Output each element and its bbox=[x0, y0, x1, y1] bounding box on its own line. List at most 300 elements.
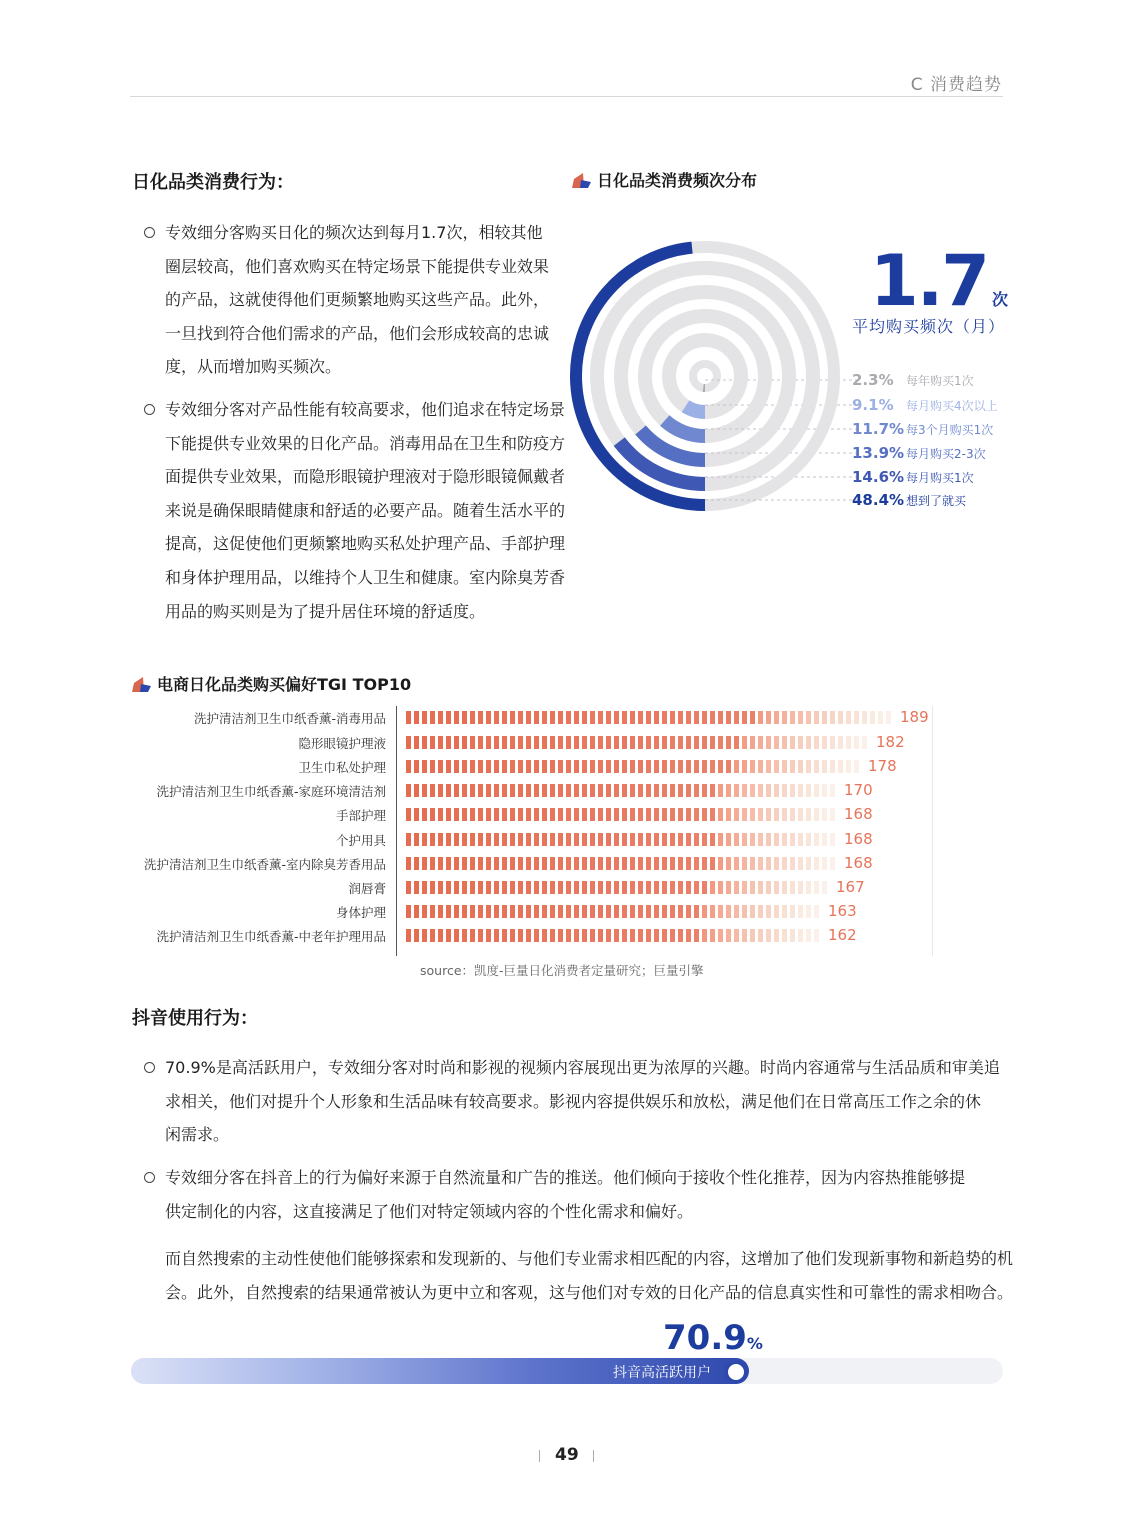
tgi-bar-segment bbox=[798, 929, 803, 942]
tgi-bar-segment bbox=[686, 881, 691, 894]
tgi-bar-segment bbox=[782, 711, 787, 724]
tgi-bar-segment bbox=[566, 881, 571, 894]
tgi-bar-segment bbox=[862, 736, 867, 749]
tgi-bar-segment bbox=[526, 711, 531, 724]
tgi-bar-segment bbox=[662, 784, 667, 797]
tgi-bar-segment bbox=[822, 808, 827, 821]
tgi-bar-segment bbox=[710, 736, 715, 749]
tgi-bar-label: 个护用具 bbox=[335, 833, 386, 848]
tgi-bar-segment bbox=[670, 905, 675, 918]
tgi-bar-segment bbox=[822, 784, 827, 797]
tgi-bar-segment bbox=[726, 760, 731, 773]
tgi-bar-segment bbox=[550, 929, 555, 942]
chart-logo-icon bbox=[572, 173, 591, 188]
tgi-bar-segment bbox=[630, 808, 635, 821]
tgi-bar-segment bbox=[598, 784, 603, 797]
tgi-bar-segment bbox=[582, 929, 587, 942]
tgi-bar-segment bbox=[486, 784, 491, 797]
tgi-bar-segment bbox=[542, 808, 547, 821]
tgi-bar-segment bbox=[710, 905, 715, 918]
tgi-bar-segment bbox=[774, 905, 779, 918]
tgi-bar-segment bbox=[430, 711, 435, 724]
tgi-bar-segment bbox=[534, 857, 539, 870]
progress-label: 抖音高活跃用户 bbox=[613, 1365, 711, 1381]
tgi-bar-segment bbox=[814, 833, 819, 846]
tgi-bar-segment bbox=[590, 857, 595, 870]
tgi-bar-segment bbox=[430, 929, 435, 942]
tgi-bar-segment bbox=[614, 736, 619, 749]
tgi-bar-segment bbox=[654, 929, 659, 942]
tgi-bar-segment bbox=[766, 881, 771, 894]
tgi-bar-segment bbox=[622, 736, 627, 749]
tgi-bar-segment bbox=[694, 857, 699, 870]
tgi-bar-segment bbox=[670, 760, 675, 773]
tgi-bar-segment bbox=[742, 808, 747, 821]
tgi-bar-segment bbox=[446, 857, 451, 870]
tgi-bar-segment bbox=[702, 881, 707, 894]
tgi-bar-segment bbox=[734, 857, 739, 870]
tgi-bar-segment bbox=[526, 784, 531, 797]
tgi-bar-segment bbox=[494, 833, 499, 846]
tgi-bar-segment bbox=[806, 736, 811, 749]
tgi-bar-segment bbox=[870, 711, 875, 724]
tgi-bar-segment bbox=[550, 808, 555, 821]
tgi-bar-segment bbox=[590, 881, 595, 894]
tgi-bar-segment bbox=[622, 857, 627, 870]
tgi-bar-segment bbox=[790, 929, 795, 942]
tgi-bar-segment bbox=[758, 736, 763, 749]
tgi-bar-segment bbox=[486, 857, 491, 870]
donut-chart bbox=[560, 230, 860, 520]
tgi-bar-segment bbox=[470, 760, 475, 773]
tgi-bar-segment bbox=[678, 905, 683, 918]
section-header: C 消费趋势 bbox=[910, 75, 1002, 95]
tgi-bar-segment bbox=[726, 929, 731, 942]
tgi-bar-segment bbox=[446, 760, 451, 773]
tgi-bar-segment bbox=[414, 808, 419, 821]
tgi-bar-segment bbox=[694, 736, 699, 749]
tgi-bar-segment bbox=[414, 881, 419, 894]
tgi-bar-segment bbox=[630, 881, 635, 894]
tgi-bar-segment bbox=[782, 929, 787, 942]
tgi-bar-segment bbox=[454, 929, 459, 942]
tgi-bar-segment bbox=[438, 711, 443, 724]
tgi-bar-segment bbox=[822, 711, 827, 724]
tgi-bar-segment bbox=[702, 711, 707, 724]
tgi-bar-segment bbox=[654, 857, 659, 870]
tgi-bar-segment bbox=[454, 808, 459, 821]
tgi-bar-segment bbox=[574, 881, 579, 894]
tgi-bar-segment bbox=[782, 833, 787, 846]
tgi-bar-segment bbox=[662, 736, 667, 749]
tgi-bar-segment bbox=[494, 905, 499, 918]
tgi-bar-segment bbox=[686, 929, 691, 942]
tgi-bar-segment bbox=[806, 784, 811, 797]
tgi-bar-segment bbox=[526, 760, 531, 773]
tgi-bar-segment bbox=[750, 736, 755, 749]
tgi-bar-segment bbox=[622, 881, 627, 894]
tgi-bar-segment bbox=[798, 905, 803, 918]
tgi-bar-segment bbox=[694, 833, 699, 846]
tgi-bar-segment bbox=[446, 784, 451, 797]
paragraph-line: 来说是确保眼睛健康和舒适的必要产品。随着生活水平的 bbox=[165, 500, 566, 520]
tgi-bar-segment bbox=[430, 760, 435, 773]
tgi-bar-segment bbox=[742, 857, 747, 870]
legend-label: 每月购买4次以上 bbox=[906, 398, 998, 413]
tgi-bar-segment bbox=[614, 760, 619, 773]
tgi-bar-segment bbox=[718, 760, 723, 773]
tgi-bar-segment bbox=[750, 857, 755, 870]
tgi-bar-segment bbox=[438, 857, 443, 870]
tgi-bar-segment bbox=[654, 784, 659, 797]
tgi-bar-segment bbox=[446, 905, 451, 918]
tgi-bar-segment bbox=[574, 929, 579, 942]
tgi-bar-segment bbox=[710, 833, 715, 846]
paragraph-line: 专效细分客购买日化的频次达到每月1.7次，相较其他 bbox=[165, 223, 543, 242]
tgi-bar-segment bbox=[758, 857, 763, 870]
tgi-bar-segment bbox=[510, 808, 515, 821]
tgi-bar-segment bbox=[502, 784, 507, 797]
tgi-bar-segment bbox=[574, 711, 579, 724]
tgi-bar-segment bbox=[758, 808, 763, 821]
tgi-bar-segment bbox=[670, 784, 675, 797]
s2-bullet-item bbox=[165, 1161, 965, 1228]
tgi-bar-segment bbox=[702, 760, 707, 773]
donut-legend-row bbox=[852, 395, 998, 415]
legend-percent: 9.1% bbox=[852, 396, 894, 414]
tgi-bar-segment bbox=[446, 808, 451, 821]
tgi-bar-segment bbox=[558, 736, 563, 749]
tgi-bar-segment bbox=[638, 736, 643, 749]
tgi-bar-segment bbox=[502, 760, 507, 773]
tgi-bar-segment bbox=[758, 784, 763, 797]
donut-legend-row bbox=[852, 443, 986, 463]
tgi-bar-segment bbox=[774, 833, 779, 846]
tgi-bar-segment bbox=[798, 760, 803, 773]
page-separator-left bbox=[539, 1450, 540, 1462]
legend-percent: 14.6% bbox=[852, 468, 905, 486]
tgi-bar-segment bbox=[750, 711, 755, 724]
tgi-bar-segment bbox=[774, 808, 779, 821]
tgi-bar-segment bbox=[638, 833, 643, 846]
header-divider bbox=[130, 96, 1003, 97]
big-stat-value: 1.7 bbox=[870, 240, 989, 322]
tgi-bar-segment bbox=[542, 711, 547, 724]
tgi-bar-segment bbox=[742, 784, 747, 797]
tgi-bar-segment bbox=[782, 857, 787, 870]
tgi-bar-segment bbox=[734, 929, 739, 942]
tgi-bar-segment bbox=[598, 857, 603, 870]
tgi-bar-segment bbox=[406, 905, 411, 918]
tgi-bar-segment bbox=[478, 760, 483, 773]
tgi-bar-segment bbox=[542, 905, 547, 918]
tgi-bar-segment bbox=[462, 808, 467, 821]
tgi-bar-segment bbox=[766, 857, 771, 870]
tgi-bar-segment bbox=[430, 857, 435, 870]
tgi-bar-segment bbox=[806, 711, 811, 724]
tgi-bar-segment bbox=[494, 929, 499, 942]
tgi-bar-segment bbox=[750, 929, 755, 942]
tgi-bar-segment bbox=[814, 881, 819, 894]
tgi-bar-segment bbox=[694, 881, 699, 894]
tgi-bar-segment bbox=[494, 736, 499, 749]
tgi-bar-segment bbox=[686, 808, 691, 821]
tgi-bar-segment bbox=[806, 905, 811, 918]
tgi-bar-segment bbox=[406, 760, 411, 773]
tgi-bar-segment bbox=[534, 905, 539, 918]
tgi-bar-segment bbox=[670, 808, 675, 821]
tgi-bar-segment bbox=[470, 808, 475, 821]
s1-bullet-item bbox=[165, 393, 565, 628]
tgi-bar-segment bbox=[798, 784, 803, 797]
tgi-bar-segment bbox=[662, 760, 667, 773]
tgi-bar-segment bbox=[846, 711, 851, 724]
donut-title-text: 日化品类消费频次分布 bbox=[597, 171, 758, 190]
tgi-bar-segment bbox=[790, 760, 795, 773]
tgi-bar-segment bbox=[566, 905, 571, 918]
tgi-bar-segment bbox=[862, 711, 867, 724]
tgi-bar-segment bbox=[678, 833, 683, 846]
tgi-bar-segment bbox=[462, 711, 467, 724]
tgi-bar-segment bbox=[822, 736, 827, 749]
paragraph-line: 下能提供专业效果的日化产品。消毒用品在卫生和防疫方 bbox=[165, 433, 566, 453]
tgi-bar-segment bbox=[558, 784, 563, 797]
tgi-bar-label: 手部护理 bbox=[335, 808, 386, 823]
tgi-bar-value: 182 bbox=[876, 733, 905, 751]
tgi-bar-segment bbox=[438, 736, 443, 749]
tgi-bar bbox=[406, 711, 895, 724]
tgi-bar-segment bbox=[590, 711, 595, 724]
tgi-bar-segment bbox=[598, 905, 603, 918]
tgi-bar-segment bbox=[774, 929, 779, 942]
tgi-bar-segment bbox=[742, 929, 747, 942]
tgi-bar-segment bbox=[838, 760, 843, 773]
tgi-bar-segment bbox=[606, 929, 611, 942]
tgi-bar-segment bbox=[654, 833, 659, 846]
tgi-bar-segment bbox=[718, 736, 723, 749]
tgi-bar-segment bbox=[534, 833, 539, 846]
tgi-bar-segment bbox=[566, 784, 571, 797]
legend-percent: 2.3% bbox=[852, 371, 894, 389]
legend-percent: 11.7% bbox=[852, 420, 905, 438]
tgi-bar-label: 洗护清洁剂卫生巾纸香薰-室内除臭芳香用品 bbox=[143, 857, 386, 872]
tgi-bar-segment bbox=[670, 833, 675, 846]
paragraph-line: 一旦找到符合他们需求的产品，他们会形成较高的忠诚 bbox=[165, 323, 550, 343]
tgi-bar-segment bbox=[558, 808, 563, 821]
tgi-bar-segment bbox=[590, 784, 595, 797]
tgi-bar-segment bbox=[694, 711, 699, 724]
tgi-bar-segment bbox=[638, 760, 643, 773]
tgi-bar-segment bbox=[534, 711, 539, 724]
tgi-bar-segment bbox=[662, 711, 667, 724]
tgi-bar-segment bbox=[814, 760, 819, 773]
tgi-bar-segment bbox=[702, 808, 707, 821]
tgi-bar-segment bbox=[582, 857, 587, 870]
tgi-bar-segment bbox=[758, 711, 763, 724]
tgi-bar-segment bbox=[606, 784, 611, 797]
bullet-circle-icon bbox=[144, 1062, 155, 1073]
progress-knob bbox=[725, 1361, 747, 1383]
tgi-bar-segment bbox=[742, 833, 747, 846]
big-stat-label: 平均购买频次（月） bbox=[852, 317, 1006, 336]
tgi-bar-segment bbox=[478, 736, 483, 749]
tgi-bar-segment bbox=[646, 711, 651, 724]
tgi-bar-segment bbox=[486, 905, 491, 918]
s1-bullet-item bbox=[165, 216, 549, 384]
donut-legend-row bbox=[852, 490, 966, 510]
tgi-bar-segment bbox=[694, 905, 699, 918]
tgi-bar-value: 168 bbox=[844, 854, 873, 872]
tgi-bar-segment bbox=[798, 881, 803, 894]
tgi-bar-segment bbox=[414, 833, 419, 846]
tgi-bar-segment bbox=[486, 881, 491, 894]
tgi-bar-segment bbox=[750, 833, 755, 846]
donut-legend-row bbox=[852, 419, 993, 439]
tgi-bar-segment bbox=[614, 808, 619, 821]
tgi-bar-segment bbox=[438, 784, 443, 797]
tgi-bar-segment bbox=[598, 929, 603, 942]
tgi-bar-segment bbox=[622, 833, 627, 846]
tgi-bar-segment bbox=[438, 833, 443, 846]
tgi-bar-segment bbox=[614, 929, 619, 942]
tgi-bar-segment bbox=[486, 808, 491, 821]
tgi-bar-segment bbox=[494, 711, 499, 724]
tgi-bar-segment bbox=[422, 784, 427, 797]
tgi-bar-segment bbox=[534, 736, 539, 749]
tgi-bar-label: 洗护清洁剂卫生巾纸香薰-家庭环境清洁剂 bbox=[156, 784, 386, 799]
tgi-bar-segment bbox=[518, 833, 523, 846]
tgi-bar-segment bbox=[758, 833, 763, 846]
tgi-bar-segment bbox=[542, 881, 547, 894]
tgi-bar-value: 162 bbox=[828, 926, 857, 944]
tgi-bar-segment bbox=[574, 905, 579, 918]
tgi-bar-segment bbox=[798, 833, 803, 846]
tgi-bar-segment bbox=[582, 760, 587, 773]
tgi-bar-segment bbox=[718, 929, 723, 942]
tgi-bar-segment bbox=[550, 905, 555, 918]
tgi-bar-segment bbox=[462, 784, 467, 797]
tgi-bar-segment bbox=[814, 711, 819, 724]
tgi-bar-segment bbox=[670, 857, 675, 870]
tgi-bar-segment bbox=[518, 711, 523, 724]
tgi-bar-segment bbox=[830, 784, 835, 797]
tgi-bar-segment bbox=[534, 808, 539, 821]
tgi-bar-segment bbox=[558, 881, 563, 894]
s2-bullet-item bbox=[165, 1051, 1000, 1152]
tgi-bar-segment bbox=[502, 881, 507, 894]
tgi-bar-segment bbox=[806, 833, 811, 846]
tgi-bar-segment bbox=[446, 881, 451, 894]
tgi-bar-segment bbox=[774, 857, 779, 870]
tgi-bar-segment bbox=[766, 760, 771, 773]
tgi-bar-segment bbox=[478, 808, 483, 821]
tgi-bar-segment bbox=[830, 711, 835, 724]
tgi-bar-segment bbox=[638, 857, 643, 870]
tgi-bar-segment bbox=[462, 905, 467, 918]
tgi-bar-segment bbox=[782, 808, 787, 821]
tgi-bar-segment bbox=[686, 711, 691, 724]
tgi-bar-segment bbox=[486, 929, 491, 942]
tgi-bar-segment bbox=[510, 857, 515, 870]
tgi-bar-segment bbox=[502, 808, 507, 821]
tgi-bar-segment bbox=[886, 711, 891, 724]
tgi-bar-segment bbox=[814, 857, 819, 870]
tgi-bar-segment bbox=[454, 736, 459, 749]
tgi-bar-segment bbox=[582, 881, 587, 894]
tgi-bar-segment bbox=[478, 711, 483, 724]
tgi-bar-segment bbox=[670, 929, 675, 942]
tgi-bar-segment bbox=[606, 857, 611, 870]
tgi-bar-segment bbox=[630, 857, 635, 870]
tgi-bar-segment bbox=[806, 808, 811, 821]
tgi-bar-segment bbox=[406, 736, 411, 749]
tgi-bar-segment bbox=[790, 711, 795, 724]
paragraph-line: 圈层较高，他们喜欢购买在特定场景下能提供专业效果 bbox=[165, 256, 550, 276]
tgi-bar-segment bbox=[734, 711, 739, 724]
tgi-bar-segment bbox=[662, 833, 667, 846]
tgi-bar-segment bbox=[478, 929, 483, 942]
tgi-bar-segment bbox=[638, 784, 643, 797]
tgi-bar-segment bbox=[550, 760, 555, 773]
tgi-bar-segment bbox=[806, 929, 811, 942]
tgi-bar-segment bbox=[774, 784, 779, 797]
tgi-bar-segment bbox=[750, 760, 755, 773]
tgi-bar-segment bbox=[470, 905, 475, 918]
tgi-bar-segment bbox=[534, 881, 539, 894]
tgi-bar-segment bbox=[422, 833, 427, 846]
tgi-bar-segment bbox=[502, 736, 507, 749]
section2-title: 抖音使用行为： bbox=[132, 1008, 258, 1029]
tgi-bar-segment bbox=[822, 833, 827, 846]
tgi-bar-segment bbox=[502, 833, 507, 846]
paragraph-line: 专效细分客在抖音上的行为偏好来源于自然流量和广告的推送。他们倾向于接收个性化推荐，因为内容热推能够提 bbox=[165, 1168, 966, 1187]
tgi-bar-segment bbox=[694, 760, 699, 773]
tgi-bar-segment bbox=[630, 760, 635, 773]
tgi-bar-segment bbox=[406, 833, 411, 846]
tgi-bar-segment bbox=[766, 905, 771, 918]
paragraph-line: 供定制化的内容，这直接满足了他们对特定领域内容的个性化需求和偏好。 bbox=[165, 1201, 694, 1221]
tgi-bar-segment bbox=[446, 833, 451, 846]
bullet-circle-icon bbox=[144, 404, 155, 415]
tgi-bar-segment bbox=[406, 711, 411, 724]
tgi-bar-segment bbox=[558, 857, 563, 870]
tgi-bar-segment bbox=[710, 881, 715, 894]
tgi-bar-segment bbox=[550, 711, 555, 724]
tgi-bar-value: 168 bbox=[844, 805, 873, 823]
tgi-bar-segment bbox=[406, 929, 411, 942]
tgi-bar-segment bbox=[462, 857, 467, 870]
tgi-bar-segment bbox=[846, 736, 851, 749]
tgi-bar-segment bbox=[710, 784, 715, 797]
tgi-bar bbox=[406, 929, 823, 942]
tgi-bar-segment bbox=[614, 833, 619, 846]
tgi-bar-segment bbox=[782, 881, 787, 894]
tgi-bar-segment bbox=[622, 711, 627, 724]
tgi-bar-segment bbox=[718, 833, 723, 846]
tgi-bar-segment bbox=[734, 808, 739, 821]
tgi-bar-segment bbox=[598, 881, 603, 894]
tgi-bar-segment bbox=[598, 808, 603, 821]
tgi-bar-value: 189 bbox=[900, 708, 929, 726]
tgi-bar-segment bbox=[494, 760, 499, 773]
tgi-bar-segment bbox=[534, 760, 539, 773]
paragraph-line: 专效细分客对产品性能有较高要求，他们追求在特定场景 bbox=[165, 400, 566, 419]
tgi-bar-segment bbox=[654, 881, 659, 894]
tgi-bar-segment bbox=[710, 711, 715, 724]
tgi-bar-segment bbox=[558, 929, 563, 942]
tgi-bar-segment bbox=[502, 929, 507, 942]
tgi-bar-segment bbox=[734, 881, 739, 894]
